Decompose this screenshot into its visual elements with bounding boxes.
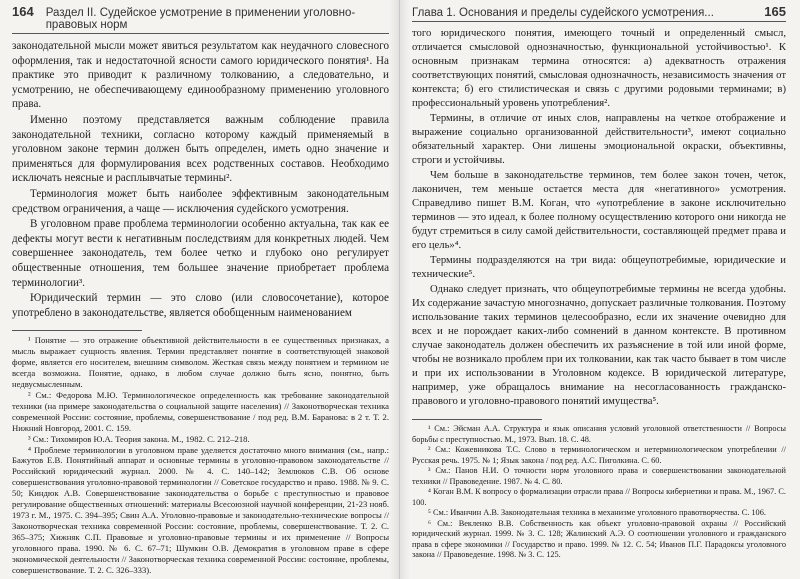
right-page-body (412, 27, 786, 409)
right-footnotes (412, 424, 786, 560)
footnote: ⁶ См.: Векленко В.В. Собственность как объект уголовно-правовой охраны // Российский юридический журнал. 1999. № 3. С. 128; Жалинский А.Э. О соотношении уголовного и гражданского права в сфере экономики // Государство и право. 1999. № 12. С. 54; Иванов П.Г. Парадоксы уголовного закона // Правоведение. 1998. № 3. С. 125. (412, 518, 786, 560)
footnote: ⁴ Коган В.М. К вопросу о формализации отрасли права // Вопросы кибернетики и права. М., 1967. С. 100. (412, 487, 786, 507)
footnote: ¹ См.: Эйсман А.А. Структура и язык описания условий уголовной ответственности // Вопросы борьбы с преступностью. М., 1973. Вып. 18. С. 48. (412, 424, 786, 444)
paragraph: Именно поэтому представляется важным соблюдение правила законодательной техники, согласно которому каждый применяемый в уголовном законе термин должен быть определен, иметь одно значение и применяться для формулирования всех родственных составов. Необходимо исключать неясные и расплывчатые термины². (12, 113, 389, 185)
right-page-header (412, 4, 786, 22)
paragraph: Однако следует признать, что общеупотребимые термины не всегда удобны. Их содержание зачастую многозначно, допускает различные толкования. Поэтому использование таких терминов целесообразно, если их значение очевидно для всех и не порождает каких-либо сомнений в данном контексте. В противном случае законодатель должен обеспечить их разъяснение в той или иной форме, чтобы не возникало проблем при их толковании, как так часто бывает в том числе и при их использовании в Уголовном кодексе. В юридической литературе, например, уже обращалось внимание на несогласованность гражданско-правового и уголовно-правового понятий имущества⁵. (412, 284, 786, 408)
paragraph: того юридического понятия, имеющего точный и определенный смысл, отличается смысловой однозначностью, функциональной устойчивостью¹. К основным признакам термина относятся: а) адекватность отражения соответствующих понятий, смысловая однозначность, независимость значения от контекста; б) его стилистическая и связь с другими родовыми терминами; в) профессиональный уровень употребления². (412, 28, 786, 110)
footnote: ² См.: Кожевникова Т.С. Слово в терминологическом и нетерминологическом употреблении // Русская речь. 1975. № 1; Язык закона / под ред. А.С. Пиголкина. С. 60. (412, 445, 786, 465)
page-number: 164 (12, 4, 34, 19)
running-head: Глава 1. Основания и пределы судейского усмотрения... (412, 7, 714, 19)
paragraph: Термины, в отличие от иных слов, направлены на четкое отображение и выражение социально организованной действительности³, имеют социально обязательный характер. Они лишены эмоциональной окраски, объективны, строги и устойчивы. (412, 113, 786, 167)
left-page-header (12, 4, 389, 34)
footnote: ⁴ Проблеме терминологии в уголовном праве уделяется достаточно много внимания (см., напр.: Бажутов Е.В. Понятийный аппарат и основные термины в уголовно-правовом законодательстве // Российский юридический журнал. 2000. № 4. С. 140–142; Землюков С.В. Об основе совершенствования уголовно-правовой терминологии // Советское государство и право. 1988. № 9. С. 50; Киндюк А.В. Совершенствование законодательства о борьбе с преступностью и правовое регулирование общественных отношений: материалы Всесоюзной научной конференции, 21-23 нояб. 1973 г. М., 1975. С. 394–395; Свин А.А. Уголовно-правовые и законодательно-технические вопросы // Законотворческая техника современной России: состояние, проблемы, совершенствование. Т. 2. С. 365–375; Хижняк С.П. Правовые и уголовно-правовые термины и их применение // Вопросы уголовного права. 1990. № 6. С. 67–71; Шумкин О.В. Демократия в уголовном праве в сфере экономической деятельности // Законотворческая техника современной России: состояние, проблемы, совершенствование. Т. 2. С. 326–333). (12, 444, 389, 575)
paragraph: Терминология может быть наиболее эффективным законодательным средством ограничения, а чаще — исключения судейского усмотрения. (12, 187, 389, 215)
paragraph: Чем больше в законодательстве терминов, тем более закон точен, четок, лаконичен, тем меньше остается места для «негативного» усмотрения. Справедливо пишет В.М. Коган, что «употребление в законе исключительно терминов — это идеал, к более полному осуществлению которого они никогда не будут стремиться в силу самой действительности, составляющей предмет права и его цель»⁴. (412, 170, 786, 252)
footnote: ³ См.: Панов Н.И. О точности норм уголовного права и совершенствовании законодательной техники // Правоведение. 1987. № 4. С. 80. (412, 466, 786, 486)
paragraph: Термины подразделяются на три вида: общеупотребимые, юридические и технические⁵. (412, 255, 786, 281)
right-page (400, 0, 800, 579)
gutter-shadow (400, 0, 410, 579)
footnote: ⁵ См.: Иванчин А.В. Законодательная техника в механизме уголовного правотворчества. С. 106. (428, 508, 766, 518)
paragraph: Юридический термин — это слово (или словосочетание), которое употреблено в законодательстве, является обобщенным наименованием (12, 292, 389, 319)
footnote: ¹ Понятие — это отражение объективной действительности в ее существенных признаках, а мысль выражает сущность явления. Термин представляет понятие в соответствующей знаковой форме, является его носителем, внешним символом. Жесткая связь между понятием и термином не всегда возможна. Понятие, однако, в любом случае должно быть ясно, понятно, быть недвусмысленным. (12, 335, 389, 389)
footnote: ³ См.: Тихомиров Ю.А. Теория закона. М., 1982. С. 212–218. (28, 433, 250, 444)
paragraph: законодательной мысли может явиться результатом как неудачного словесного оформления, так и недостаточной ясности самого юридического понятия¹. На практике это приводит к различному толкованию, а следовательно, и усмотрению, не обеспечивающему единообразному применению уголовного права. (12, 40, 389, 111)
left-footnotes (12, 335, 389, 575)
paragraph: В уголовном праве проблема терминологии особенно актуальна, так как ее дефекты могут вести к негативным последствиям для конкретных людей. Чем совершеннее законодатель, тем более четко и глубоко оно регулирует общественные отношения, тем большее значение приобретает проблема терминологии³. (12, 218, 389, 289)
footnote: ² См.: Федорова М.Ю. Терминологическое определенность как требование законодательной техники (на примере законодательства о социальной защите населения) // Законотворческая техника современной России: состояние, проблемы, совершенствование / под ред. В.М. Баранова: в 2 т. Т. 2. Нижний Новгород, 2001. С. 159. (12, 389, 389, 433)
gutter-shadow (389, 0, 399, 579)
footnote-rule (412, 419, 542, 420)
page-number: 165 (764, 4, 786, 19)
footnote-rule (12, 330, 142, 331)
running-head: Раздел II. Судейское усмотрение в применении уголовно-правовых норм (45, 7, 356, 31)
left-page-body (12, 39, 389, 320)
